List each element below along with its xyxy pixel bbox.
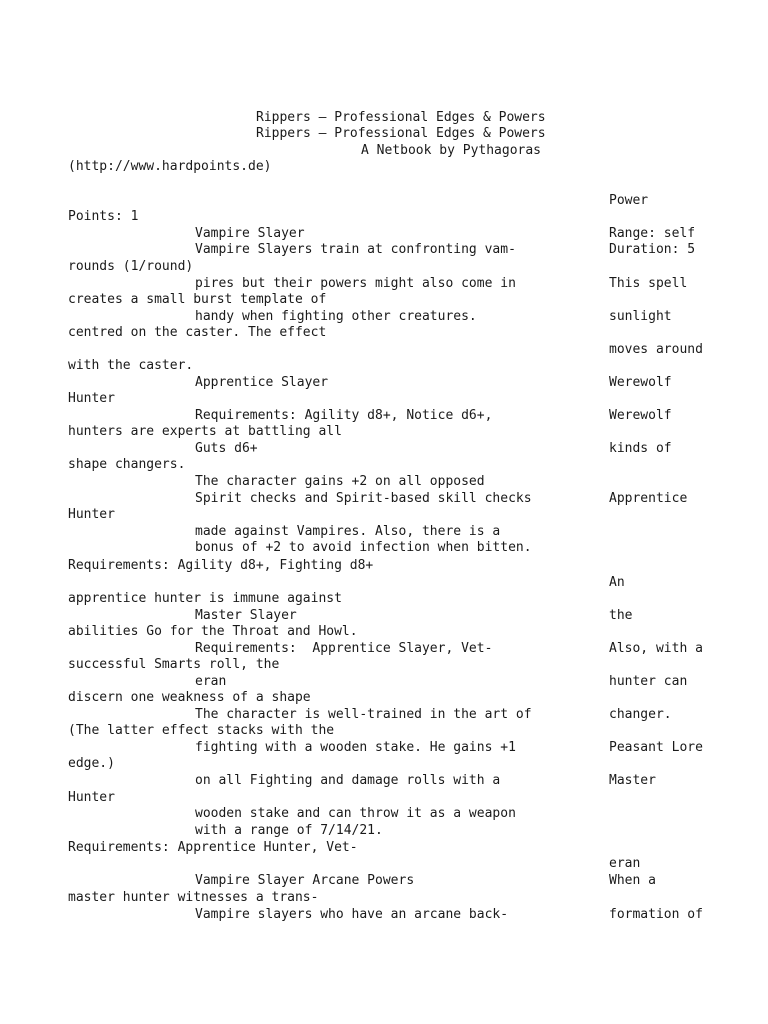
text-line: edge.) — [68, 756, 115, 771]
text-line: master hunter witnesses a trans- — [68, 890, 319, 905]
text-line: fighting with a wooden stake. He gains +1 — [195, 740, 516, 755]
text-line: Vampire Slayers train at confronting vam- — [195, 242, 516, 257]
text-line: Guts d6+ — [195, 441, 258, 456]
text-line: apprentice hunter is immune against — [68, 591, 342, 606]
text-line: made against Vampires. Also, there is a — [195, 524, 501, 539]
text-line: (http://www.hardpoints.de) — [68, 159, 272, 174]
text-line: handy when fighting other creatures. — [195, 309, 477, 324]
text-line: bonus of +2 to avoid infection when bitten. — [195, 540, 532, 555]
text-line: moves around — [609, 342, 703, 357]
text-line: with the caster. — [68, 358, 194, 373]
text-line: Power — [609, 193, 649, 208]
text-line: kinds of — [609, 441, 672, 456]
text-line: Duration: 5 — [609, 242, 696, 257]
text-line: pires but their powers might also come in — [195, 276, 516, 291]
text-line: Points: 1 — [68, 209, 139, 224]
text-line: eran — [609, 856, 641, 871]
text-line: sunlight — [609, 309, 672, 324]
text-line: The character is well-trained in the art of — [195, 707, 532, 722]
text-line: shape changers. — [68, 457, 186, 472]
text-line: When a — [609, 873, 656, 888]
text-line: hunter can — [609, 674, 688, 689]
text-line: Requirements: Apprentice Slayer, Vet- — [195, 641, 493, 656]
text-line: Requirements: Agility d8+, Fighting d8+ — [68, 558, 374, 573]
text-line: Werewolf — [609, 408, 672, 423]
header-line: Rippers – Professional Edges & Powers — [256, 110, 546, 125]
text-line: Master — [609, 773, 656, 788]
text-line: Apprentice — [609, 491, 688, 506]
text-line: Requirements: Agility d8+, Notice d6+, — [195, 408, 493, 423]
text-line: The character gains +2 on all opposed — [195, 474, 485, 489]
text-line: rounds (1/round) — [68, 259, 194, 274]
text-line: with a range of 7/14/21. — [195, 823, 383, 838]
text-line: wooden stake and can throw it as a weapon — [195, 806, 516, 821]
header-line: A Netbook by Pythagoras — [361, 143, 542, 158]
text-line: This spell — [609, 276, 688, 291]
text-line: successful Smarts roll, the — [68, 657, 280, 672]
text-line: Werewolf — [609, 375, 672, 390]
text-line: discern one weakness of a shape — [68, 690, 311, 705]
text-line: eran — [195, 674, 227, 689]
text-line: Apprentice Slayer — [195, 375, 329, 390]
text-line: hunters are experts at battling all — [68, 424, 342, 439]
text-line: (The latter effect stacks with the — [68, 723, 335, 738]
text-line: Requirements: Apprentice Hunter, Vet- — [68, 840, 358, 855]
text-line: Vampire Slayer — [195, 226, 305, 241]
text-line: Peasant Lore — [609, 740, 703, 755]
text-line: changer. — [609, 707, 672, 722]
text-line: An — [609, 575, 625, 590]
text-line: Also, with a — [609, 641, 703, 656]
header-line: Rippers – Professional Edges & Powers — [256, 126, 546, 141]
text-line: Master Slayer — [195, 608, 297, 623]
text-line: Hunter — [68, 790, 115, 805]
text-line: Spirit checks and Spirit-based skill checks — [195, 491, 532, 506]
text-line: on all Fighting and damage rolls with a — [195, 773, 501, 788]
text-line: centred on the caster. The effect — [68, 325, 327, 340]
text-line: Vampire Slayer Arcane Powers — [195, 873, 415, 888]
text-line: the — [609, 608, 633, 623]
text-line: Hunter — [68, 507, 115, 522]
text-line: creates a small burst template of — [68, 292, 327, 307]
text-line: Range: self — [609, 226, 696, 241]
text-line: abilities Go for the Throat and Howl. — [68, 624, 358, 639]
text-line: formation of — [609, 907, 703, 922]
text-line: Hunter — [68, 391, 115, 406]
text-line: Vampire slayers who have an arcane back- — [195, 907, 509, 922]
